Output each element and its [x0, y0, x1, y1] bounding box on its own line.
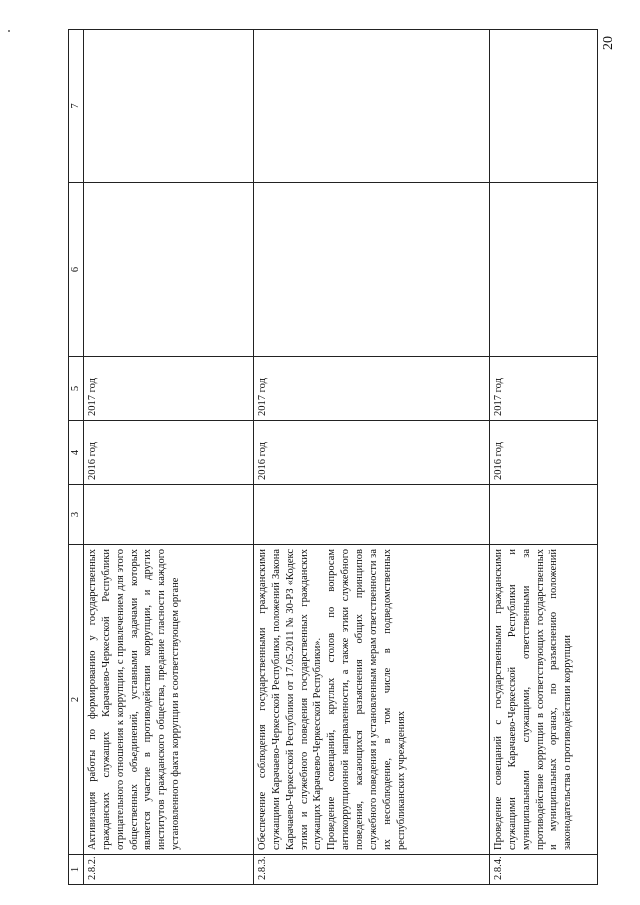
header-col-3: 3 — [69, 485, 84, 545]
header-col-2: 2 — [69, 545, 84, 855]
row-end-year: 2017 год — [254, 357, 490, 421]
row-col-6 — [84, 183, 254, 357]
scan-dot — [8, 30, 10, 32]
row-col-6 — [254, 183, 490, 357]
row-col-7 — [254, 30, 490, 183]
plan-table — [68, 29, 598, 885]
row-end-year: 2017 год — [490, 357, 598, 421]
header-col-6: 6 — [69, 183, 84, 357]
table-container — [68, 30, 598, 885]
table-row — [490, 30, 598, 885]
header-col-1: 1 — [69, 855, 84, 885]
row-col-3 — [84, 485, 254, 545]
row-col-6 — [490, 183, 598, 357]
header-col-4: 4 — [69, 421, 84, 485]
table-row — [84, 30, 254, 885]
header-col-7: 7 — [69, 30, 84, 183]
rotated-table-wrapper — [68, 30, 598, 885]
row-start-year: 2016 год — [490, 421, 598, 485]
row-col-7 — [490, 30, 598, 183]
row-col-3 — [490, 485, 598, 545]
row-end-year: 2017 год — [84, 357, 254, 421]
header-col-5: 5 — [69, 357, 84, 421]
header-row — [69, 30, 84, 885]
row-paragraph: Обеспечение соблюдения государственными гражданскими служащими Карачаево-Черкесской Республики, положений Закона Карачаево-Черкесской Республики от 17.05.2011 № 30-РЗ «Кодекс этики и служебного поведения государственных гражданских служащих Карачаево-Черкесской Республики». — [257, 549, 324, 850]
row-description — [254, 545, 490, 855]
row-number: 2.8.4. — [490, 855, 598, 885]
table-row — [254, 30, 490, 885]
row-number: 2.8.3. — [254, 855, 490, 885]
row-description: Проведение совещаний с государственными гражданскими служащими Карачаево-Черкесской Республики и муниципальными служащими, ответственными за противодействие коррупции в соответствующих государственных и муниципальных органах, по разъяснению положений законодательства о противодействии коррупции — [490, 545, 598, 855]
row-number: 2.8.2. — [84, 855, 254, 885]
row-col-3 — [254, 485, 490, 545]
row-col-7 — [84, 30, 254, 183]
row-paragraph: Проведение совещаний, круглых столов по вопросам антикоррупционной направленности, а также этики служебного поведения, касающихся разъяснения общих принципов служебного поведения и установленным мерам ответственности за их несоблюдение, в том числе в подведомственных республиканских учреждениях — [326, 549, 407, 850]
row-start-year: 2016 год — [84, 421, 254, 485]
page-number: 20 — [601, 36, 616, 50]
row-start-year: 2016 год — [254, 421, 490, 485]
row-description: Активизация работы по формированию у государственных гражданских служащих Карачаево-Черкесской Республики отрицательного отношения к коррупции, с привлечением для этого общественных объединений, уставными задачами которых является участие в противодействии коррупции, и других институтов гражданского общества, предание гласности каждого установленного факта коррупции в соответствующем органе — [84, 545, 254, 855]
